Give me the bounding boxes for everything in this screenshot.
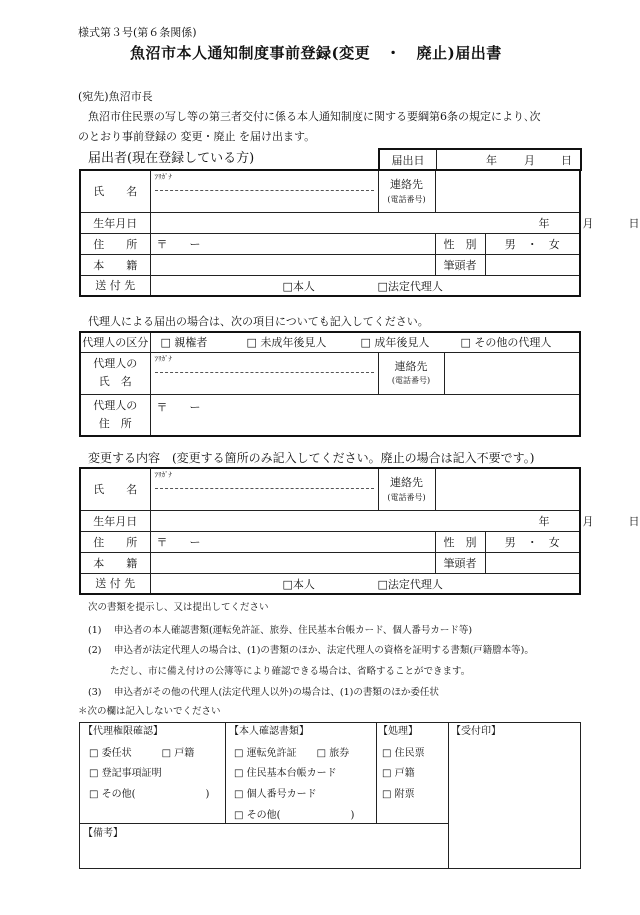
agent-address-field[interactable]: 〒 ー bbox=[150, 394, 580, 436]
office-divider-3 bbox=[448, 723, 449, 868]
office-col1-item-1[interactable]: □ 委任状 □ 戸籍 bbox=[89, 748, 195, 759]
office-col2-item-1[interactable]: □ 運転免許証 □ 旅券 bbox=[234, 748, 350, 759]
documents-item-2: (2) 申込者が法定代理人の場合は、(1)の書類のほか、法定代理人の資格を証明する書類(戸籍謄本等)。 bbox=[88, 645, 534, 656]
agent-contact-label-cell bbox=[378, 352, 444, 394]
sex-options[interactable]: 男 ・ 女 bbox=[485, 233, 580, 254]
office-col3-item-3[interactable]: □ 附票 bbox=[382, 789, 415, 800]
hittousha-field[interactable] bbox=[485, 254, 580, 275]
office-col1-item-3[interactable]: □ その他( ) bbox=[89, 789, 210, 800]
hittousha-label: 筆頭者 bbox=[435, 254, 485, 275]
form-title: 魚沼市本人通知制度事前登録(変更 ・ 廃止)届出書 bbox=[130, 44, 502, 62]
kubun-options bbox=[150, 332, 580, 352]
honseki-label: 本 籍 bbox=[80, 254, 150, 275]
addressee: (宛先)魚沼市長 bbox=[78, 90, 153, 103]
change-name-field[interactable] bbox=[150, 468, 378, 510]
kubun-option-miseinen[interactable]: □ 未成年後見人 bbox=[246, 336, 327, 349]
agent-name-field[interactable] bbox=[150, 352, 378, 394]
sex-label: 性 別 bbox=[435, 233, 485, 254]
documents-item-2-note: ただし、市に備え付けの公簿等により確認できる場合は、省略することができます。 bbox=[88, 666, 471, 677]
change-hittousha-field[interactable] bbox=[485, 552, 580, 573]
birth-month: 月 bbox=[582, 216, 594, 230]
contact-label-cell bbox=[378, 170, 435, 212]
office-divider-h bbox=[80, 823, 448, 824]
documents-item-3: (3) 申込者がその他の代理人(法定代理人以外)の場合は、(1)の書類のほか委任状 bbox=[88, 687, 439, 698]
office-heading: ＊次の欄は記入しないでください bbox=[78, 706, 221, 717]
agent-address-label2: 住 所 bbox=[98, 416, 132, 430]
furigana-divider bbox=[155, 190, 374, 191]
date-year[interactable]: 年 bbox=[486, 154, 497, 167]
contact-label: 連絡先 bbox=[390, 178, 423, 191]
intro-line1: 魚沼市住民票の写し等の第三者交付に係る本人通知制度に関する要綱第6条の規定により､次 bbox=[88, 110, 541, 123]
change-table bbox=[79, 467, 640, 595]
sendto-self-checkbox[interactable]: □本人 bbox=[282, 279, 315, 293]
change-contact-label-cell bbox=[378, 468, 435, 510]
birth-field[interactable] bbox=[150, 212, 640, 233]
agent-table bbox=[79, 331, 581, 437]
office-use-box bbox=[79, 722, 581, 869]
form-number: 様式第３号(第６条関係) bbox=[78, 26, 197, 39]
change-sendto-label: 送 付 先 bbox=[80, 573, 150, 594]
agent-address-label1: 代理人の bbox=[93, 399, 138, 413]
change-sendto-legal-checkbox[interactable]: □法定代理人 bbox=[377, 577, 443, 591]
change-contact-field[interactable] bbox=[435, 468, 580, 510]
address-field[interactable]: 〒 ー bbox=[150, 233, 435, 254]
contact-field[interactable] bbox=[435, 170, 580, 212]
documents-heading: 次の書類を提示し、又は提出してください bbox=[88, 602, 269, 613]
office-col4-title: 【受付印】 bbox=[451, 726, 501, 737]
change-contact-sub: (電話番号) bbox=[387, 492, 426, 502]
change-birth-label: 生年月日 bbox=[80, 510, 150, 531]
date-box bbox=[378, 148, 582, 171]
birth-label: 生年月日 bbox=[80, 212, 150, 233]
agent-name-label2: 氏 名 bbox=[98, 375, 132, 388]
name-field[interactable] bbox=[150, 170, 378, 212]
sendto-field bbox=[150, 275, 580, 296]
registrant-table bbox=[79, 169, 640, 297]
kubun-option-other[interactable]: □ その他の代理人 bbox=[460, 336, 552, 349]
change-sex-label: 性 別 bbox=[435, 531, 485, 552]
office-col1-item-2[interactable]: □ 登記事項証明 bbox=[89, 768, 162, 779]
change-birth-field[interactable] bbox=[150, 510, 640, 531]
change-sendto-self-checkbox[interactable]: □本人 bbox=[282, 577, 315, 591]
agent-contact-sub: (電話番号) bbox=[391, 376, 431, 386]
change-honseki-field[interactable] bbox=[150, 552, 435, 573]
kubun-label: 代理人の区分 bbox=[80, 332, 150, 352]
office-divider-2 bbox=[376, 723, 377, 823]
section1-heading: 届出者(現在登録している方) bbox=[88, 151, 255, 166]
office-col2-title: 【本人確認書類】 bbox=[229, 726, 309, 737]
birth-year: 年 bbox=[538, 216, 550, 230]
section3-heading: 変更する内容 (変更する箇所のみ記入してください。廃止の場合は記入不要です。) bbox=[88, 451, 535, 465]
office-col3-title: 【処理】 bbox=[378, 726, 418, 737]
sendto-legal-checkbox[interactable]: □法定代理人 bbox=[377, 279, 443, 293]
change-address-label: 住 所 bbox=[80, 531, 150, 552]
office-divider-1 bbox=[225, 723, 226, 823]
agent-name-label1: 代理人の bbox=[93, 357, 138, 371]
change-furigana-label: ﾌﾘｶﾞﾅ bbox=[154, 471, 172, 479]
agent-contact-label: 連絡先 bbox=[394, 359, 428, 373]
office-col2-item-3[interactable]: □ 個人番号カード bbox=[234, 789, 317, 800]
section2-heading: 代理人による届出の場合は、次の項目についても記入してください。 bbox=[88, 315, 429, 328]
change-name-label: 氏 名 bbox=[80, 468, 150, 510]
agent-address-label bbox=[80, 394, 150, 436]
change-sendto-field bbox=[150, 573, 580, 594]
change-address-field[interactable]: 〒 ー bbox=[150, 531, 435, 552]
date-month[interactable]: 月 bbox=[524, 154, 535, 167]
address-label: 住 所 bbox=[80, 233, 150, 254]
change-honseki-label: 本 籍 bbox=[80, 552, 150, 573]
change-sex-options[interactable]: 男 ・ 女 bbox=[485, 531, 580, 552]
agent-contact-field[interactable] bbox=[444, 352, 580, 394]
change-furigana-divider bbox=[155, 488, 374, 489]
office-col2-item-4[interactable]: □ その他( ) bbox=[234, 810, 355, 821]
agent-furigana-divider bbox=[155, 372, 374, 373]
change-contact-label: 連絡先 bbox=[390, 476, 423, 489]
name-label: 氏 名 bbox=[80, 170, 150, 212]
change-birth-year: 年 bbox=[538, 514, 550, 528]
sendto-label: 送 付 先 bbox=[80, 275, 150, 296]
agent-name-label bbox=[80, 352, 150, 394]
honseki-field[interactable] bbox=[150, 254, 435, 275]
documents-item-1: (1) 申込者の本人確認書類(運転免許証、旅券、住民基本台帳カード、個人番号カード等) bbox=[88, 625, 473, 636]
contact-sub: (電話番号) bbox=[387, 194, 426, 204]
agent-furigana-label: ﾌﾘｶﾞﾅ bbox=[154, 354, 172, 363]
change-hittousha-label: 筆頭者 bbox=[435, 552, 485, 573]
kubun-option-seinen[interactable]: □ 成年後見人 bbox=[360, 336, 430, 349]
office-col3-item-1[interactable]: □ 住民票 bbox=[382, 748, 425, 759]
date-label: 届出日 bbox=[380, 150, 437, 171]
furigana-label: ﾌﾘｶﾞﾅ bbox=[154, 173, 172, 181]
birth-day: 日 bbox=[628, 216, 640, 230]
kubun-option-shinkensha[interactable]: □ 親権者 bbox=[160, 336, 208, 349]
office-remarks-title: 【備考】 bbox=[83, 828, 123, 839]
intro-line2: のとおり事前登録の 変更・廃止 を届け出ます。 bbox=[78, 130, 316, 143]
office-col2-item-2[interactable]: □ 住民基本台帳カード bbox=[234, 768, 337, 779]
office-col3-item-2[interactable]: □ 戸籍 bbox=[382, 768, 415, 779]
change-birth-month: 月 bbox=[582, 514, 594, 528]
office-col1-title: 【代理権限確認】 bbox=[83, 726, 163, 737]
change-birth-day: 日 bbox=[628, 514, 640, 528]
date-day[interactable]: 日 bbox=[561, 154, 572, 167]
